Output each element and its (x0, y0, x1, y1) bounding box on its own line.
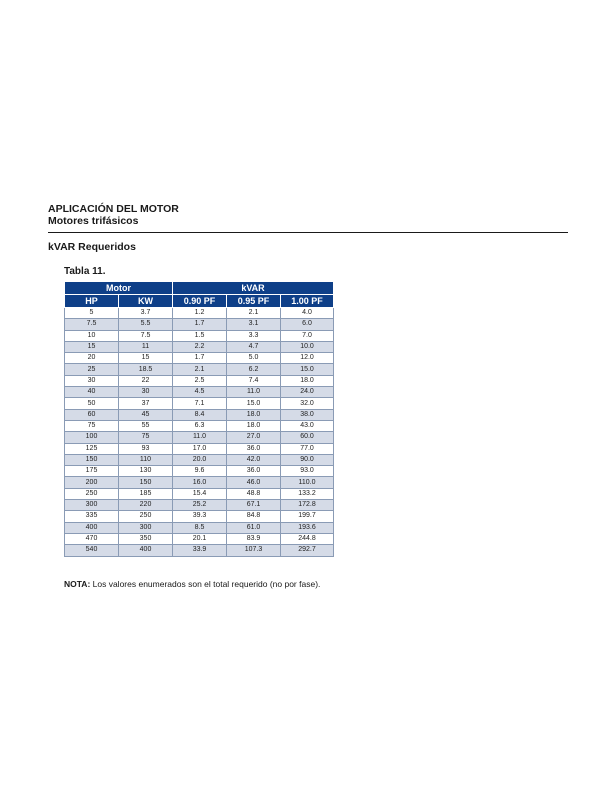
table-cell: 125 (65, 443, 119, 454)
table-cell: 84.8 (227, 511, 281, 522)
table-cell: 39.3 (173, 511, 227, 522)
table-cell: 83.9 (227, 533, 281, 544)
table-cell: 48.8 (227, 488, 281, 499)
table-cell: 6.0 (281, 319, 334, 330)
table-cell: 36.0 (227, 443, 281, 454)
table-cell: 33.9 (173, 545, 227, 556)
page-subtitle: Motores trifásicos (48, 215, 139, 227)
note-text: Los valores enumerados son el total requerido (no por fase). (90, 579, 321, 589)
table-cell: 27.0 (227, 432, 281, 443)
table-row (65, 341, 334, 352)
table-cell: 133.2 (281, 488, 334, 499)
table-cell: 11 (119, 341, 173, 352)
table-cell: 50 (65, 398, 119, 409)
table-cell: 18.5 (119, 364, 173, 375)
table-cell: 8.4 (173, 409, 227, 420)
table-body (65, 308, 334, 557)
table-cell: 15.0 (227, 398, 281, 409)
table-cell: 24.0 (281, 387, 334, 398)
table-cell: 45 (119, 409, 173, 420)
table-column-header-row (65, 295, 334, 308)
table-cell: 5 (65, 308, 119, 319)
table-cell: 2.1 (227, 308, 281, 319)
table-cell: 130 (119, 466, 173, 477)
table-cell: 9.6 (173, 466, 227, 477)
table-cell: 200 (65, 477, 119, 488)
table-cell: 1.5 (173, 330, 227, 341)
table-row (65, 420, 334, 431)
table-cell: 150 (119, 477, 173, 488)
table-cell: 3.1 (227, 319, 281, 330)
table-cell: 20.0 (173, 454, 227, 465)
table-cell: 77.0 (281, 443, 334, 454)
table-cell: 100 (65, 432, 119, 443)
table-cell: 7.4 (227, 375, 281, 386)
table-group-header-row (65, 282, 334, 295)
table-row (65, 443, 334, 454)
table-cell: 36.0 (227, 466, 281, 477)
table-cell: 46.0 (227, 477, 281, 488)
table-cell: 55 (119, 420, 173, 431)
table-cell: 17.0 (173, 443, 227, 454)
table-cell: 15.4 (173, 488, 227, 499)
table-cell: 6.2 (227, 364, 281, 375)
table-cell: 16.0 (173, 477, 227, 488)
table-cell: 10 (65, 330, 119, 341)
table-cell: 18.0 (281, 375, 334, 386)
table-cell: 175 (65, 466, 119, 477)
table-cell: 43.0 (281, 420, 334, 431)
table-row (65, 477, 334, 488)
table-cell: 42.0 (227, 454, 281, 465)
table-cell: 20 (65, 353, 119, 364)
table-cell: 5.0 (227, 353, 281, 364)
table-cell: 110.0 (281, 477, 334, 488)
section-title: kVAR Requeridos (48, 241, 136, 253)
table-cell: 90.0 (281, 454, 334, 465)
table-row (65, 330, 334, 341)
column-header-090pf: 0.90 PF (173, 295, 227, 308)
table-cell: 12.0 (281, 353, 334, 364)
group-header-motor: Motor (65, 282, 173, 295)
table-cell: 7.0 (281, 330, 334, 341)
table-cell: 292.7 (281, 545, 334, 556)
table-row (65, 409, 334, 420)
table-cell: 75 (65, 420, 119, 431)
table-cell: 60.0 (281, 432, 334, 443)
table-cell: 67.1 (227, 500, 281, 511)
column-header-100pf: 1.00 PF (281, 295, 334, 308)
table-cell: 37 (119, 398, 173, 409)
table-row (65, 500, 334, 511)
table-cell: 30 (119, 387, 173, 398)
table-cell: 335 (65, 511, 119, 522)
header-divider (48, 232, 568, 233)
table-cell: 107.3 (227, 545, 281, 556)
table-cell: 3.7 (119, 308, 173, 319)
table-cell: 25.2 (173, 500, 227, 511)
table-note (64, 579, 320, 590)
table-cell: 60 (65, 409, 119, 420)
table-cell: 25 (65, 364, 119, 375)
table-row (65, 545, 334, 556)
table-cell: 3.3 (227, 330, 281, 341)
group-header-kvar: kVAR (173, 282, 334, 295)
table-cell: 11.0 (173, 432, 227, 443)
table-cell: 1.7 (173, 319, 227, 330)
table-cell: 2.2 (173, 341, 227, 352)
table-cell: 75 (119, 432, 173, 443)
table-cell: 4.5 (173, 387, 227, 398)
table-cell: 18.0 (227, 420, 281, 431)
table-cell: 350 (119, 533, 173, 544)
table-cell: 93.0 (281, 466, 334, 477)
table-cell: 30 (65, 375, 119, 386)
table-cell: 7.5 (119, 330, 173, 341)
table-cell: 11.0 (227, 387, 281, 398)
table-row (65, 522, 334, 533)
table-cell: 2.5 (173, 375, 227, 386)
table-row (65, 533, 334, 544)
table-cell: 22 (119, 375, 173, 386)
table-cell: 1.7 (173, 353, 227, 364)
table-row (65, 375, 334, 386)
table-cell: 15 (65, 341, 119, 352)
table-cell: 93 (119, 443, 173, 454)
table-row (65, 454, 334, 465)
table-cell: 244.8 (281, 533, 334, 544)
table-row (65, 308, 334, 319)
column-header-095pf: 0.95 PF (227, 295, 281, 308)
table-cell: 6.3 (173, 420, 227, 431)
table-cell: 4.0 (281, 308, 334, 319)
column-header-hp: HP (65, 295, 119, 308)
table-cell: 540 (65, 545, 119, 556)
table-row (65, 398, 334, 409)
table-cell: 199.7 (281, 511, 334, 522)
table-row (65, 387, 334, 398)
table-cell: 185 (119, 488, 173, 499)
table-cell: 10.0 (281, 341, 334, 352)
table-cell: 300 (119, 522, 173, 533)
table-cell: 250 (119, 511, 173, 522)
kvar-table (64, 281, 334, 557)
table-cell: 32.0 (281, 398, 334, 409)
table-cell: 110 (119, 454, 173, 465)
table-cell: 250 (65, 488, 119, 499)
table-row (65, 353, 334, 364)
page-title: APLICACIÓN DEL MOTOR (48, 203, 179, 215)
table-cell: 2.1 (173, 364, 227, 375)
table-cell: 20.1 (173, 533, 227, 544)
table-row (65, 432, 334, 443)
table-cell: 40 (65, 387, 119, 398)
table-row (65, 488, 334, 499)
table-row (65, 466, 334, 477)
table-cell: 193.6 (281, 522, 334, 533)
table-cell: 400 (65, 522, 119, 533)
table-cell: 7.5 (65, 319, 119, 330)
table-cell: 7.1 (173, 398, 227, 409)
table-cell: 15.0 (281, 364, 334, 375)
table-cell: 400 (119, 545, 173, 556)
table-caption: Tabla 11. (64, 266, 106, 277)
table-cell: 220 (119, 500, 173, 511)
table-cell: 61.0 (227, 522, 281, 533)
table-cell: 5.5 (119, 319, 173, 330)
table-cell: 15 (119, 353, 173, 364)
table-row (65, 511, 334, 522)
table-cell: 18.0 (227, 409, 281, 420)
column-header-kw: KW (119, 295, 173, 308)
note-label: NOTA: (64, 579, 91, 589)
table-cell: 172.8 (281, 500, 334, 511)
table-cell: 1.2 (173, 308, 227, 319)
table-row (65, 364, 334, 375)
table-cell: 4.7 (227, 341, 281, 352)
table-cell: 8.5 (173, 522, 227, 533)
table-cell: 150 (65, 454, 119, 465)
table-row (65, 319, 334, 330)
table-cell: 300 (65, 500, 119, 511)
table-cell: 38.0 (281, 409, 334, 420)
table-cell: 470 (65, 533, 119, 544)
